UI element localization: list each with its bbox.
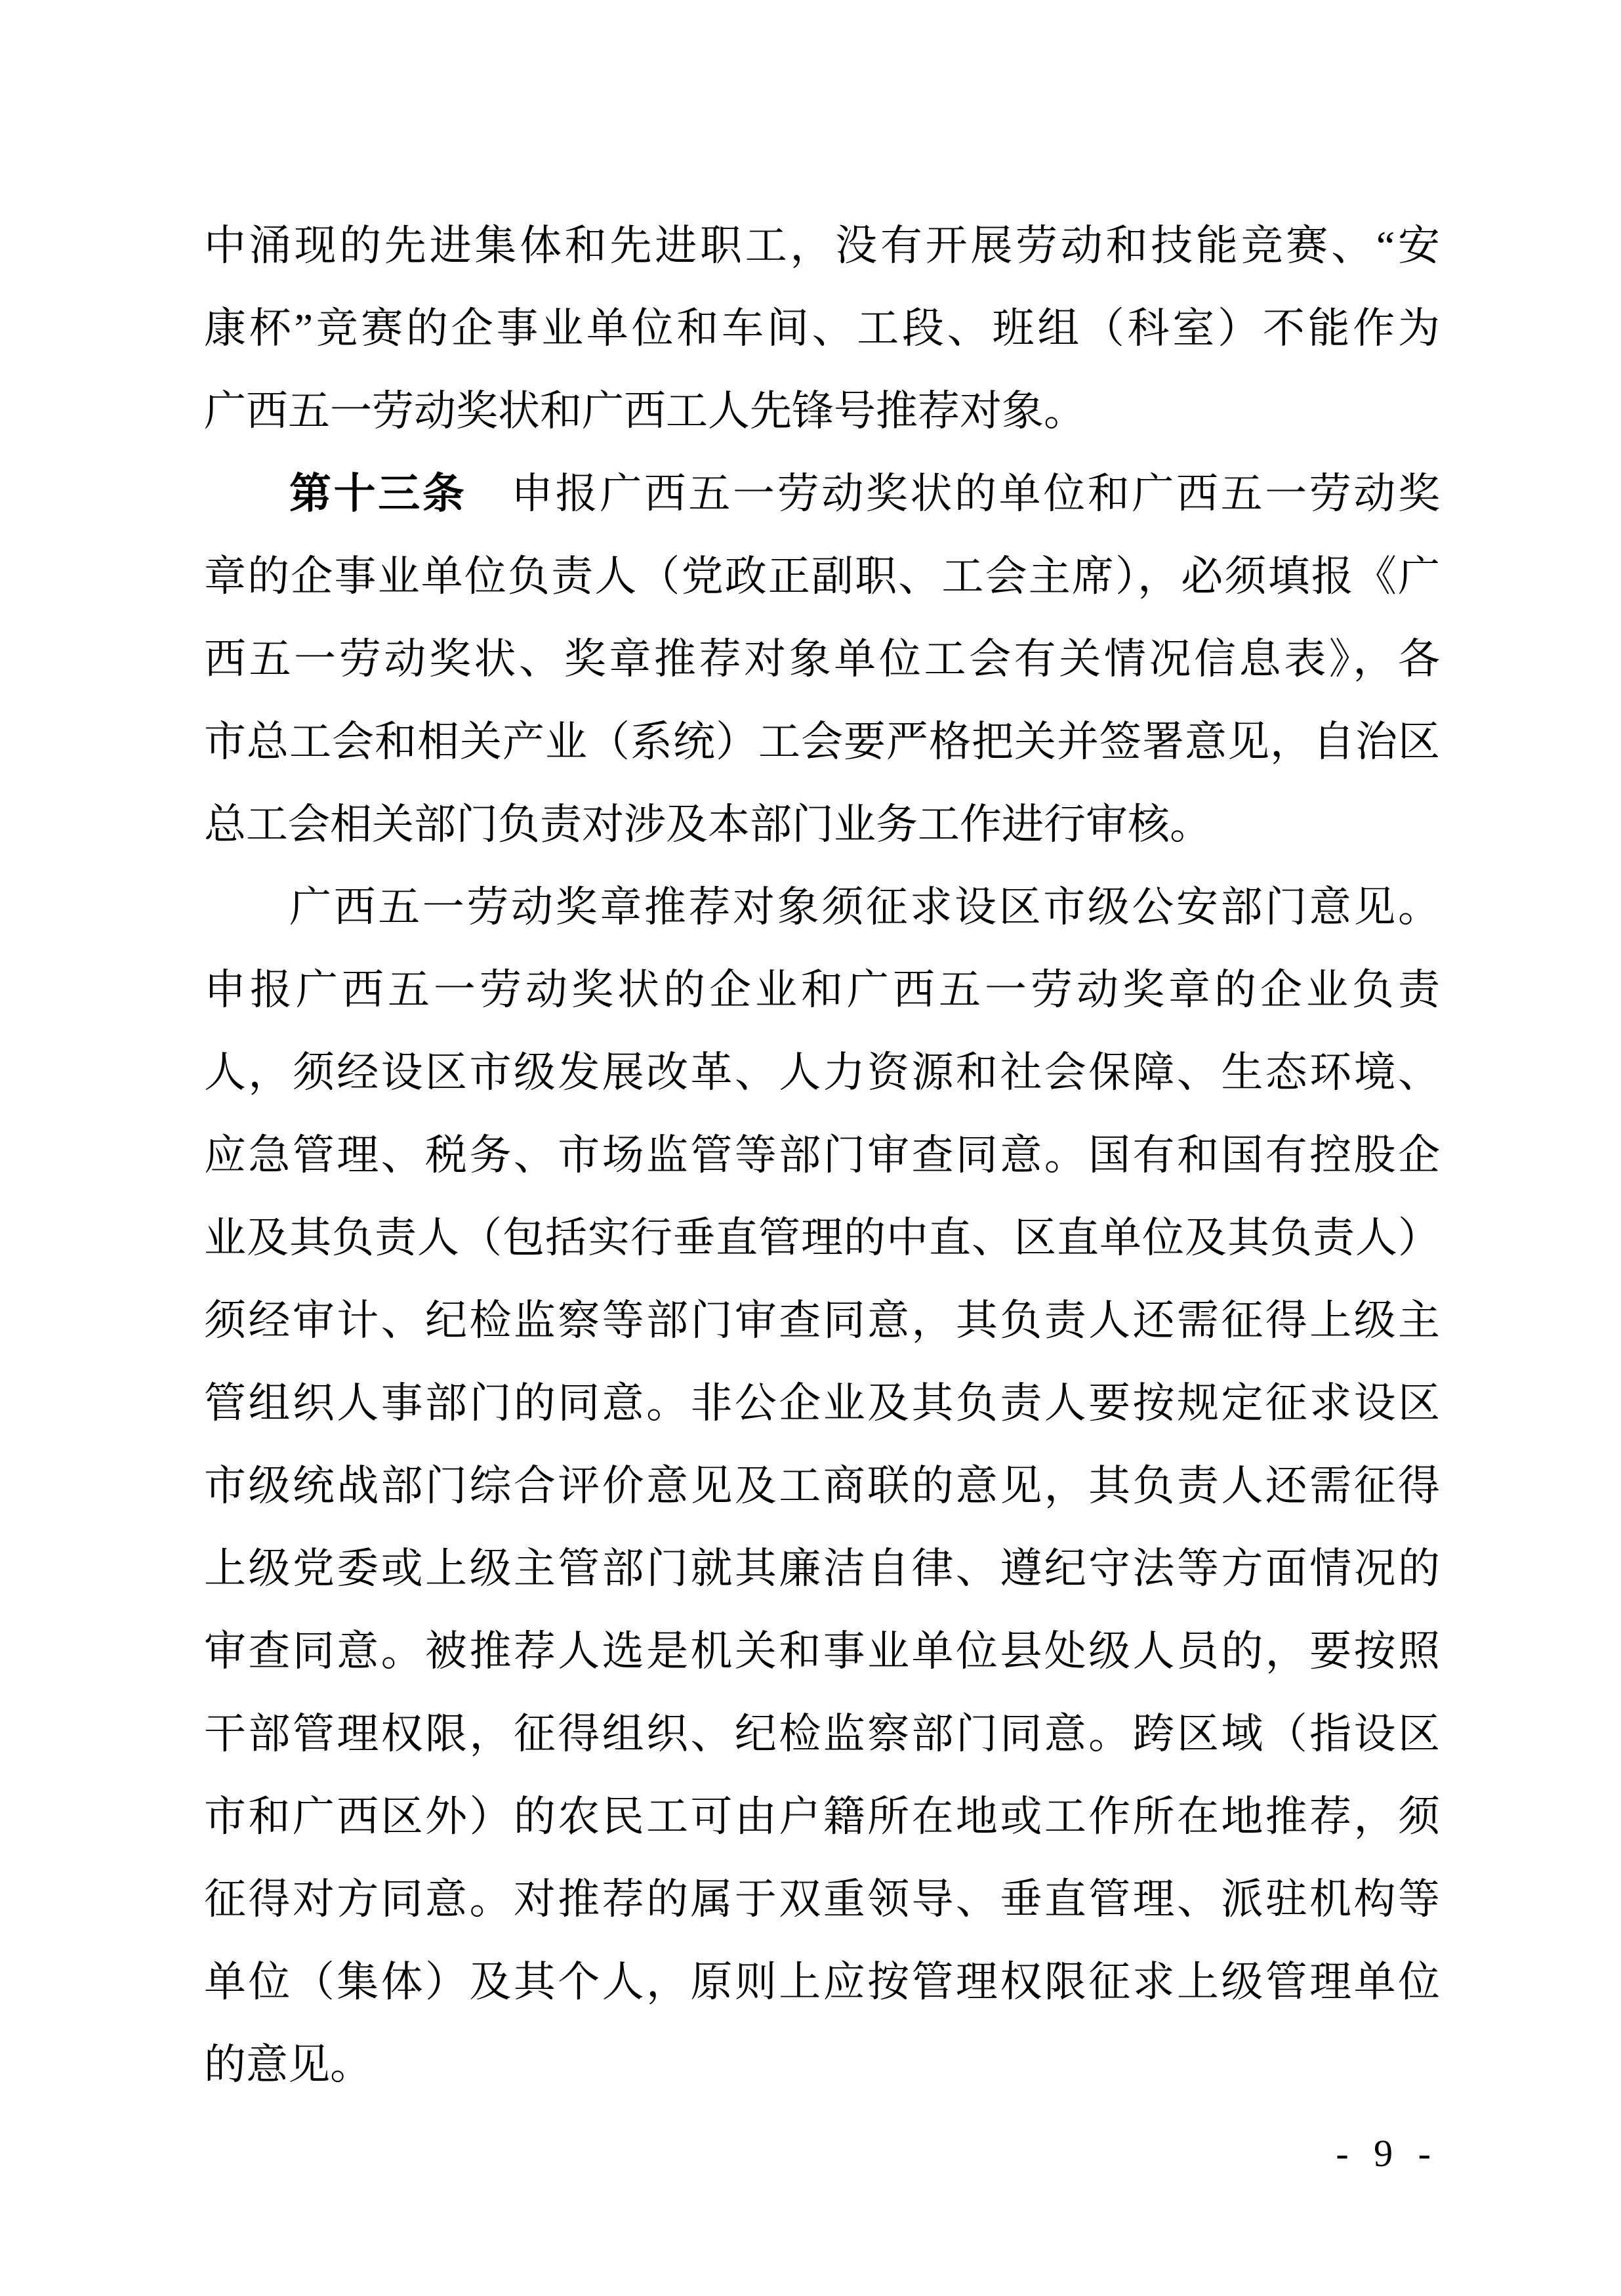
text-line bbox=[204, 1610, 1440, 1693]
line-text: 广西五一劳动奖状和广西工人先锋号推荐对象。 bbox=[204, 388, 1086, 434]
text-line bbox=[204, 370, 1440, 453]
text-line bbox=[204, 866, 1440, 949]
text-line bbox=[204, 949, 1440, 1032]
text-line bbox=[204, 453, 1440, 535]
line-text: 上级党委或上级主管部门就其廉洁自律、遵纪守法等方面情况的 bbox=[204, 1545, 1440, 1592]
text-line bbox=[204, 783, 1440, 866]
document-body bbox=[204, 205, 1440, 2106]
paragraph-approval-requirements bbox=[204, 866, 1440, 2106]
paragraph-article-13 bbox=[204, 453, 1440, 866]
text-line bbox=[204, 1114, 1440, 1197]
article-number-label: 第十三条 bbox=[289, 470, 467, 517]
text-line bbox=[204, 1858, 1440, 1941]
text-line bbox=[204, 1776, 1440, 1858]
paragraph-continuation bbox=[204, 205, 1440, 453]
text-line bbox=[204, 1032, 1440, 1114]
line-text: 应急管理、税务、市场监管等部门审查同意。国有和国有控股企 bbox=[204, 1132, 1440, 1179]
text-line bbox=[204, 1362, 1440, 1445]
line-text: 须经审计、纪检监察等部门审查同意，其负责人还需征得上级主 bbox=[204, 1297, 1440, 1344]
line-text: 西五一劳动奖状、奖章推荐对象单位工会有关情况信息表》，各 bbox=[204, 636, 1440, 682]
line-text: 申报广西五一劳动奖状的单位和广西五一劳动奖 bbox=[466, 470, 1441, 517]
text-line bbox=[204, 1445, 1440, 1528]
line-text: 康杯”竞赛的企事业单位和车间、工段、班组（科室）不能作为 bbox=[204, 305, 1440, 352]
text-line bbox=[204, 1941, 1440, 2024]
line-text: 管组织人事部门的同意。非公企业及其负责人要按规定征求设区 bbox=[204, 1380, 1440, 1427]
text-line bbox=[204, 535, 1440, 618]
line-text: 干部管理权限，征得组织、纪检监察部门同意。跨区域（指设区 bbox=[204, 1711, 1440, 1757]
text-line bbox=[204, 205, 1440, 287]
line-text: 中涌现的先进集体和先进职工，没有开展劳动和技能竞赛、“安 bbox=[204, 222, 1440, 269]
text-line bbox=[204, 618, 1440, 701]
text-line bbox=[204, 287, 1440, 370]
text-line bbox=[204, 701, 1440, 783]
line-text: 总工会相关部门负责对涉及本部门业务工作进行审核。 bbox=[204, 801, 1212, 848]
line-text: 章的企事业单位负责人（党政正副职、工会主席），必须填报《广 bbox=[204, 553, 1440, 600]
line-text: 市和广西区外）的农民工可由户籍所在地或工作所在地推荐，须 bbox=[204, 1793, 1440, 1840]
line-text: 业及其负责人（包括实行垂直管理的中直、区直单位及其负责人） bbox=[204, 1215, 1440, 1261]
line-text: 广西五一劳动奖章推荐对象须征求设区市级公安部门意见。 bbox=[289, 884, 1440, 930]
line-text: 人，须经设区市级发展改革、人力资源和社会保障、生态环境、 bbox=[204, 1049, 1440, 1096]
page-number: - 9 - bbox=[1336, 2132, 1439, 2175]
text-line bbox=[204, 1197, 1440, 1280]
text-line bbox=[204, 2024, 1440, 2106]
line-text: 征得对方同意。对推荐的属于双重领导、垂直管理、派驻机构等 bbox=[204, 1876, 1440, 1923]
line-text: 的意见。 bbox=[204, 2041, 372, 2088]
text-line bbox=[204, 1528, 1440, 1610]
text-line bbox=[204, 1693, 1440, 1776]
text-line bbox=[204, 1280, 1440, 1362]
line-text: 审查同意。被推荐人选是机关和事业单位县处级人员的，要按照 bbox=[204, 1628, 1440, 1675]
line-text: 市级统战部门综合评价意见及工商联的意见，其负责人还需征得 bbox=[204, 1463, 1440, 1509]
line-text: 申报广西五一劳动奖状的企业和广西五一劳动奖章的企业负责 bbox=[204, 967, 1440, 1013]
line-text: 单位（集体）及其个人，原则上应按管理权限征求上级管理单位 bbox=[204, 1959, 1440, 2005]
line-text: 市总工会和相关产业（系统）工会要严格把关并签署意见，自治区 bbox=[204, 719, 1440, 765]
